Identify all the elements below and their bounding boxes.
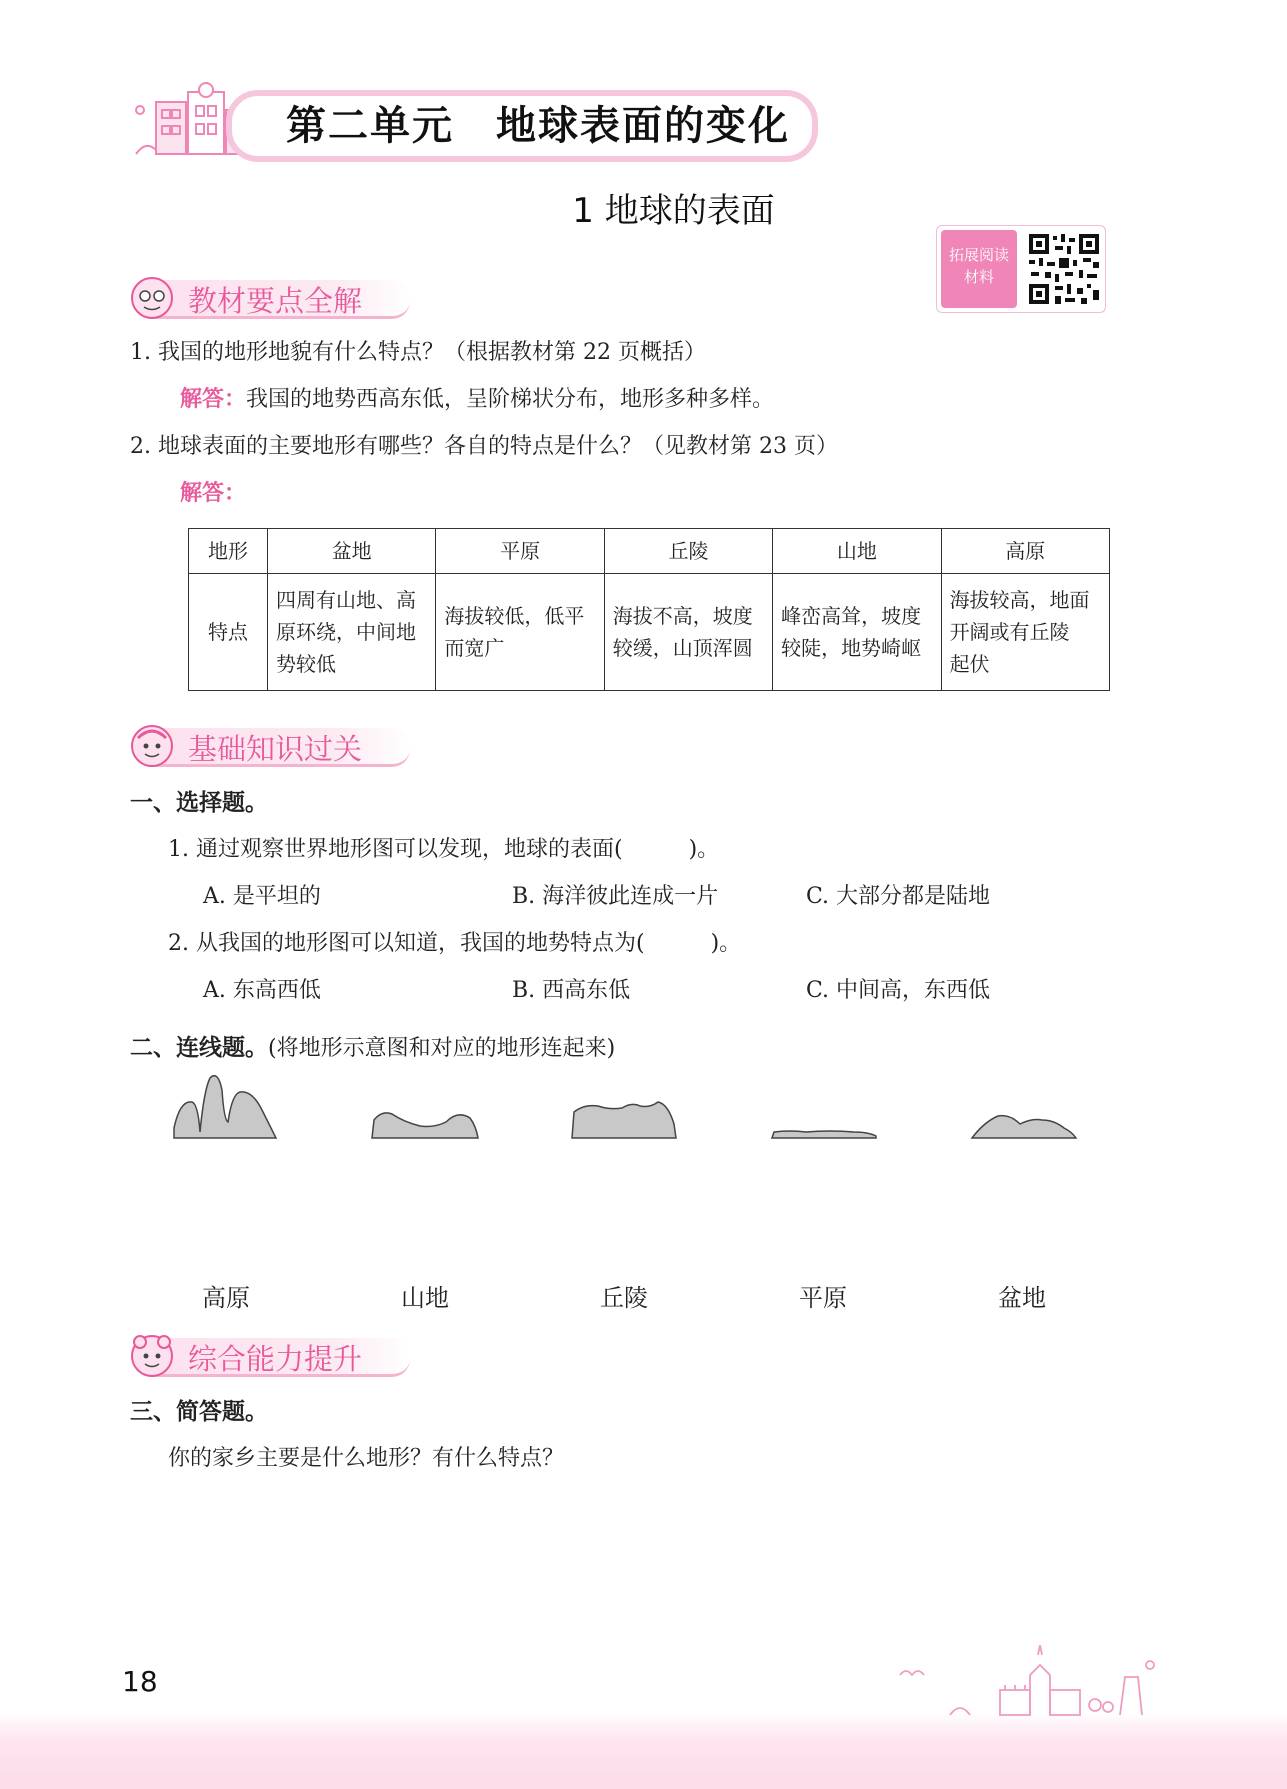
terrain-figure-basin[interactable] <box>370 1070 480 1140</box>
section-heading-advanced <box>126 1330 416 1380</box>
kp-answer-1 <box>180 385 774 415</box>
table-header-cell: 高原 <box>941 529 1109 574</box>
cell-line: 而宽广 <box>444 636 505 660</box>
cell-line: 原环绕，中间地 <box>276 620 416 644</box>
table-row <box>189 574 1110 691</box>
section-label: 综合能力提升 <box>188 1342 363 1376</box>
table-header-cell: 山地 <box>773 529 941 574</box>
table-header-row <box>189 529 1110 574</box>
table-cell <box>941 574 1109 691</box>
mascot-icon <box>126 1330 180 1380</box>
plateau-shape-icon <box>570 1070 680 1140</box>
qr-extended-reading[interactable] <box>936 225 1106 313</box>
unit-title: 第二单元 地球表面的变化 <box>286 103 790 149</box>
table-header-cell: 地形 <box>189 529 268 574</box>
terrain-figure-mountain[interactable] <box>170 1070 280 1140</box>
basin-shape-icon <box>370 1070 480 1140</box>
cell-line: 海拔较高，地面 <box>949 588 1090 612</box>
part2-heading-line <box>130 1033 615 1064</box>
part1-heading: 一、选择题。 <box>130 790 268 816</box>
section-heading-key-points <box>126 272 416 322</box>
cell-line: 四周有山地、高 <box>276 588 416 612</box>
qr-code-icon <box>1027 232 1101 306</box>
choice-option-2a[interactable]: A. 东高西低 <box>203 978 321 1003</box>
mascot-icon <box>126 720 180 770</box>
table-header-cell: 丘陵 <box>604 529 772 574</box>
table-row-label: 特点 <box>189 574 268 691</box>
part2-heading: 二、连线题。 <box>130 1035 268 1061</box>
cell-line: 较缓，山顶浑圆 <box>612 636 753 660</box>
qr-label-line2: 材料 <box>963 268 994 286</box>
qr-label-line1: 拓展阅读 <box>948 246 1009 264</box>
cell-line: 势较低 <box>276 652 336 676</box>
kp-question-2: 2. 地球表面的主要地形有哪些？各自的特点是什么？（见教材第 23 页） <box>130 434 838 459</box>
qr-label <box>941 230 1017 308</box>
choice-option-1c[interactable]: C. 大部分都是陆地 <box>806 884 991 909</box>
section-heading-basics <box>126 720 416 770</box>
table-cell <box>436 574 604 691</box>
mountain-shape-icon <box>170 1070 280 1140</box>
kp-answer-2-label: 解答： <box>180 481 247 506</box>
cell-line: 起伏 <box>949 652 990 676</box>
castle-decoration-icon <box>880 1645 1170 1725</box>
plain-shape-icon <box>770 1070 880 1140</box>
cell-line: 海拔不高，坡度 <box>612 604 753 628</box>
cell-line: 较陡，地势崎岖 <box>781 636 922 660</box>
terrain-table <box>188 528 1110 691</box>
kp-question-1: 1. 我国的地形地貌有什么特点？（根据教材第 22 页概括） <box>130 340 706 365</box>
answer-text: 我国的地势西高东低，呈阶梯状分布，地形多种多样。 <box>246 387 775 412</box>
cell-line: 开阔或有丘陵 <box>949 620 1070 644</box>
short-answer-question: 你的家乡主要是什么地形？有什么特点？ <box>168 1446 565 1471</box>
table-header-cell: 平原 <box>436 529 604 574</box>
table-cell <box>773 574 941 691</box>
match-label-plateau[interactable]: 高原 <box>202 1284 250 1312</box>
match-label-mountain[interactable]: 山地 <box>401 1284 449 1312</box>
section-label: 教材要点全解 <box>188 284 363 318</box>
table-cell <box>268 574 436 691</box>
terrain-figure-hills[interactable] <box>970 1070 1080 1140</box>
choice-option-2c[interactable]: C. 中间高，东西低 <box>806 978 991 1003</box>
cell-line: 峰峦高耸，坡度 <box>781 604 922 628</box>
match-label-basin[interactable]: 盆地 <box>998 1284 1046 1312</box>
cell-line: 海拔较低，低平 <box>444 604 585 628</box>
page-number: 18 <box>122 1665 158 1698</box>
part2-instruction: (将地形示意图和对应的地形连起来) <box>268 1036 616 1061</box>
choice-option-1a[interactable]: A. 是平坦的 <box>203 884 321 909</box>
choice-option-2b[interactable]: B. 西高东低 <box>512 978 631 1003</box>
match-label-hills[interactable]: 丘陵 <box>600 1284 648 1312</box>
choice-question-2: 2. 从我国的地形图可以知道，我国的地势特点为( )。 <box>168 931 742 956</box>
answer-label: 解答： <box>180 387 247 412</box>
table-cell <box>604 574 772 691</box>
choice-question-1: 1. 通过观察世界地形图可以发现，地球的表面( )。 <box>168 837 720 862</box>
unit-banner <box>126 80 826 160</box>
lesson-title: 1 地球的表面 <box>572 191 775 231</box>
terrain-figure-plain[interactable] <box>770 1070 880 1140</box>
mascot-icon <box>126 272 180 322</box>
part3-heading: 三、简答题。 <box>130 1399 268 1425</box>
match-label-plain[interactable]: 平原 <box>799 1284 847 1312</box>
hills-shape-icon <box>970 1070 1080 1140</box>
terrain-figure-plateau[interactable] <box>570 1070 680 1140</box>
choice-option-1b[interactable]: B. 海洋彼此连成一片 <box>512 884 719 909</box>
table-header-cell: 盆地 <box>268 529 436 574</box>
section-label: 基础知识过关 <box>188 732 363 766</box>
